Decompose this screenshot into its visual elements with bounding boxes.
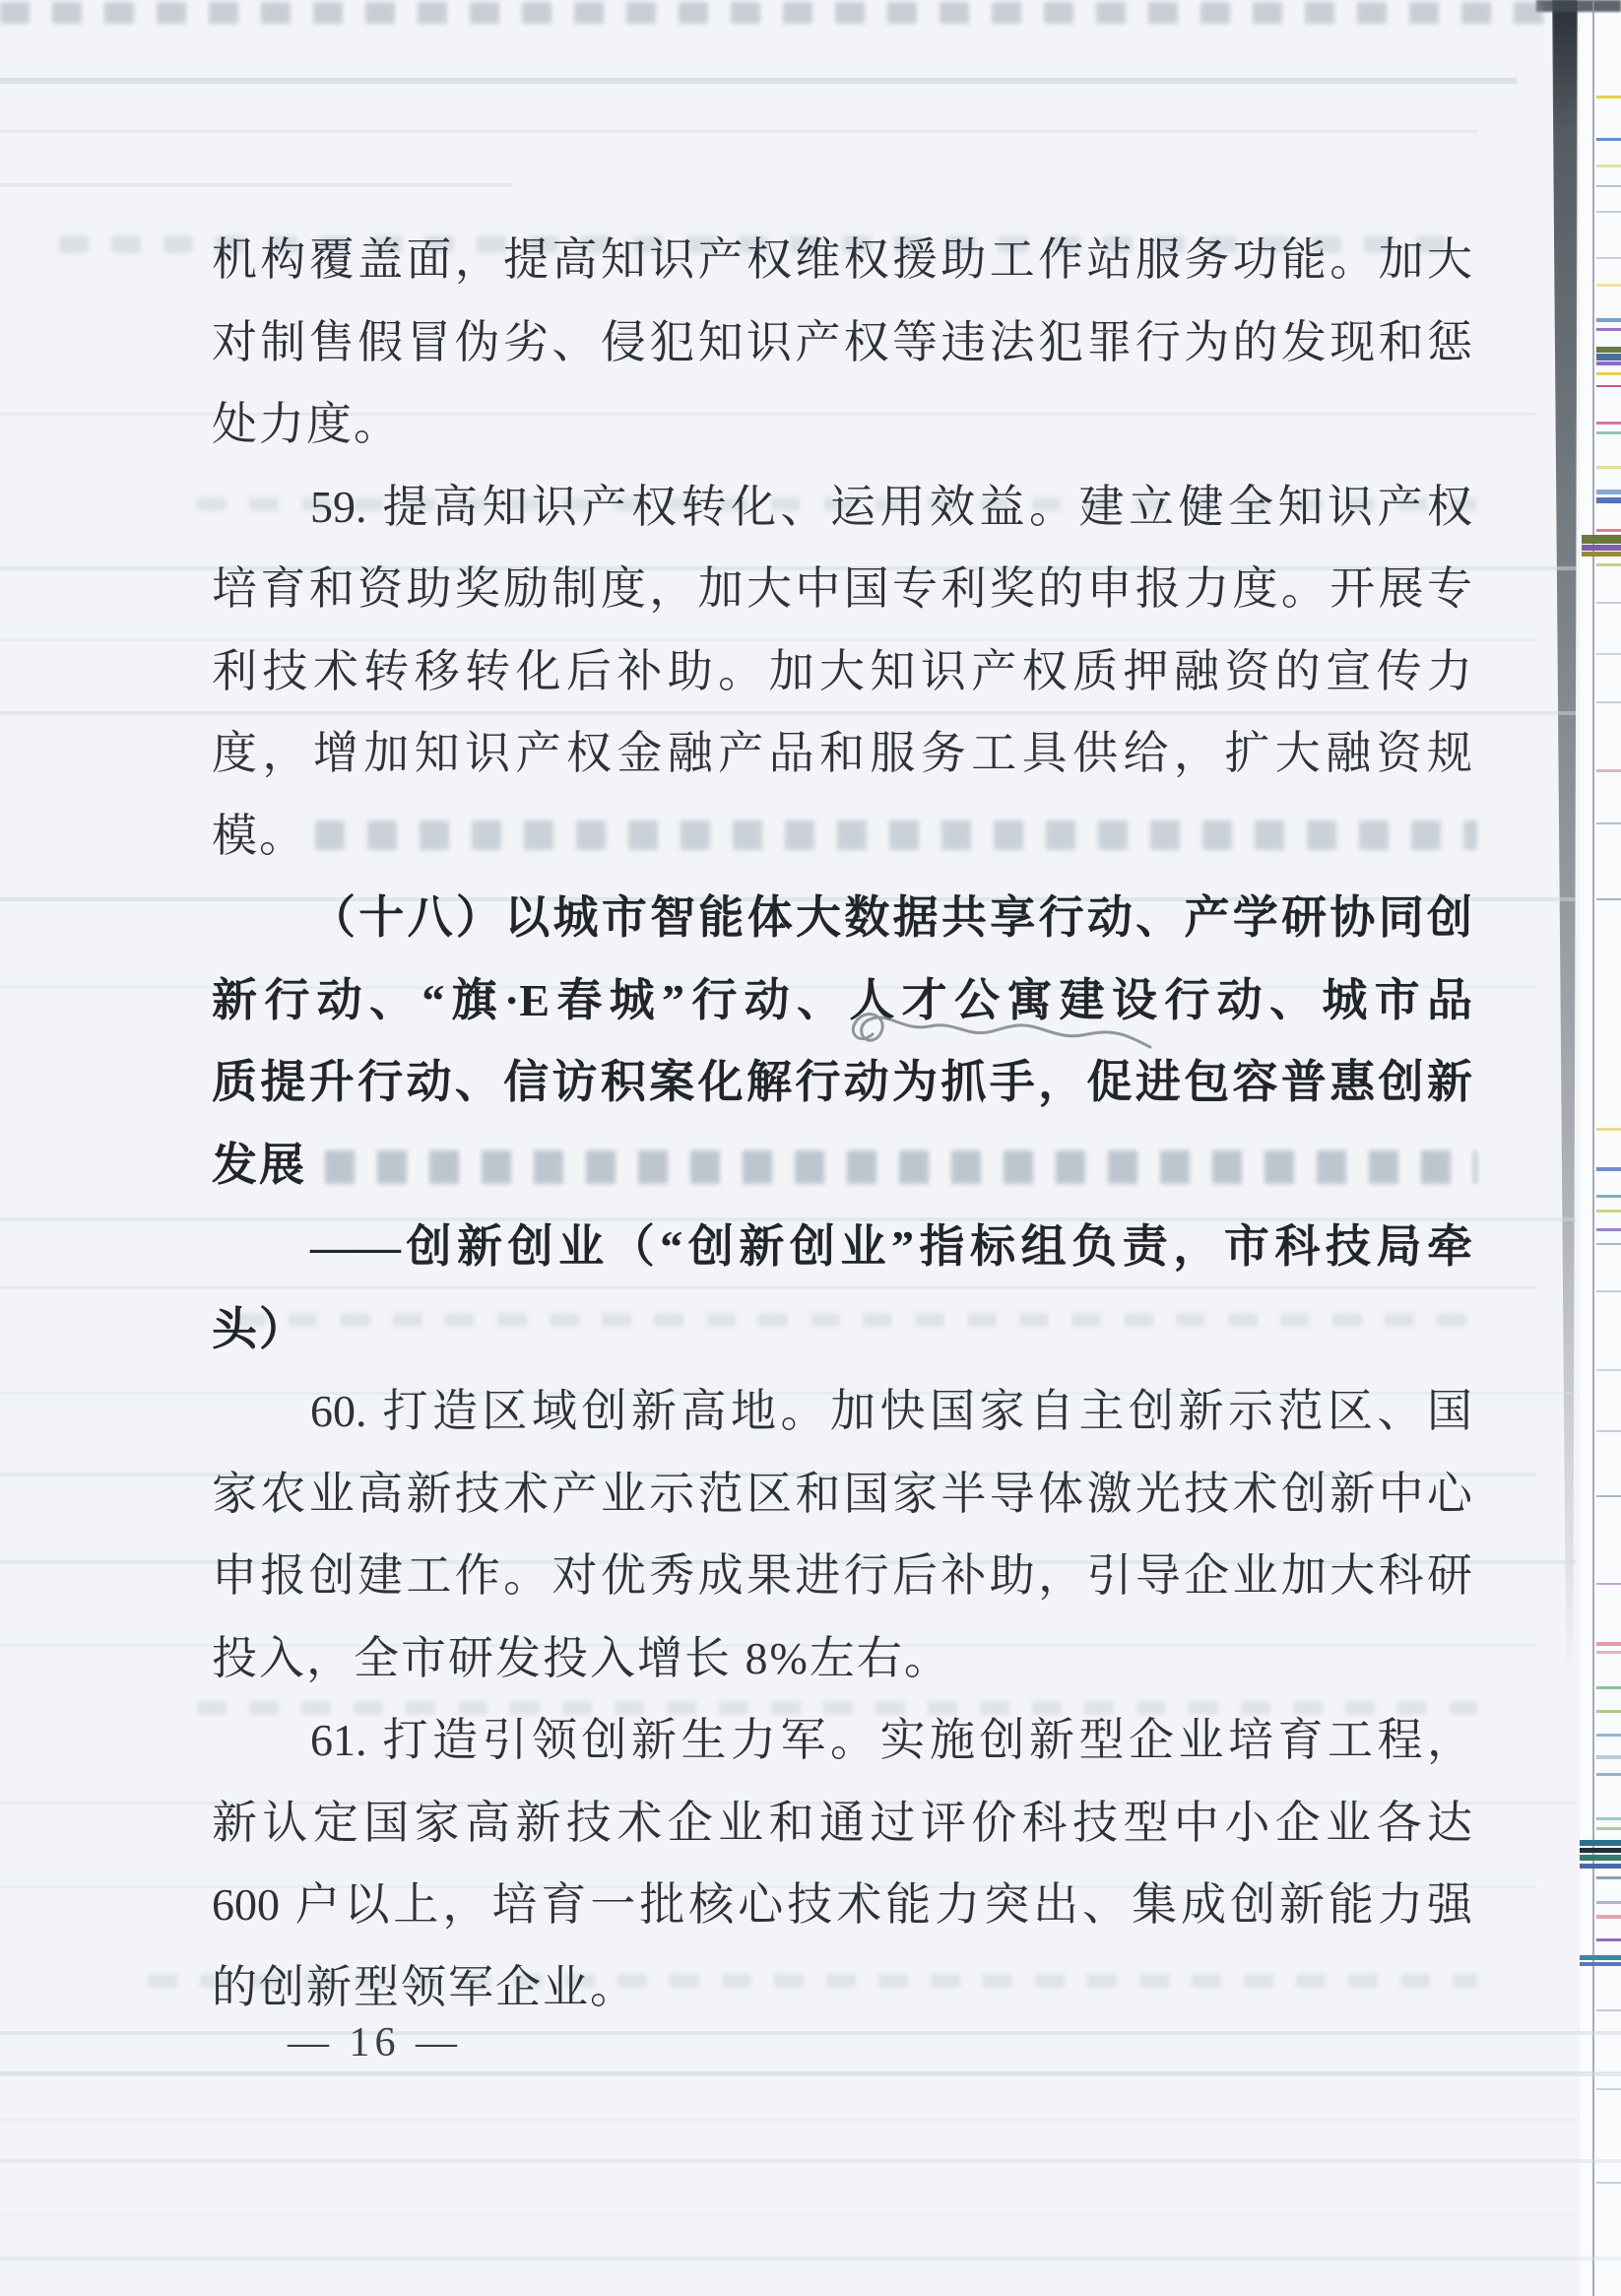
scan-noise-line (1580, 1848, 1621, 1853)
scan-noise-line (1596, 2088, 1621, 2090)
scan-noise-line (1596, 1210, 1621, 1213)
text-line: 处力度。 (212, 399, 401, 449)
text-line: 59. 提高知识产权转化、运用效益。建立健全知识产权 (310, 481, 1472, 532)
scan-streak (0, 2213, 1576, 2216)
scan-noise-line (1596, 1642, 1621, 1646)
ghost-text-band (0, 2, 1546, 24)
scan-streak (0, 2071, 1621, 2076)
scan-noise-line (1580, 1864, 1621, 1869)
scan-noise-line (1596, 361, 1621, 365)
scan-noise-line (1596, 431, 1621, 434)
text-line: 头） (212, 1303, 306, 1354)
scan-noise-line (1596, 211, 1621, 213)
scan-noise-line (1596, 1915, 1621, 1919)
page-number: — 16 — (288, 2020, 462, 2066)
text-line: 新认定国家高新技术企业和通过评价科技型中小企业各达 (212, 1797, 1472, 1848)
text-line: 利技术转移转化后补助。加大知识产权质押融资的宣传力 (212, 645, 1472, 696)
text-line: 机构覆盖面，提高知识产权维权援助工作站服务功能。加大 (212, 234, 1472, 285)
scan-noise-line (1596, 701, 1621, 703)
scan-streak (0, 2118, 1576, 2121)
text-line: 家农业高新技术产业示范区和国家半导体激光技术创新中心 (212, 1468, 1472, 1519)
scan-streak (0, 78, 1517, 84)
scan-noise-line (1596, 1817, 1621, 1820)
scan-noise-line (1582, 545, 1621, 551)
document-text (212, 219, 1472, 2028)
scan-noise-line (1596, 1430, 1621, 1432)
scan-noise-line (1596, 284, 1621, 287)
text-line: 模。 (212, 810, 306, 861)
scan-noise-line (1596, 2009, 1621, 2011)
text-line: 600 户以上，培育一批核心技术能力突出、集成创新能力强 (212, 1879, 1472, 1930)
text-line: 61. 打造引领创新生力军。实施创新型企业培育工程， (310, 1715, 1472, 1765)
scan-noise-line (1596, 96, 1621, 98)
scan-noise-line (1596, 1167, 1621, 1171)
scan-noise-line (1580, 1955, 1621, 1960)
scan-noise-line (1580, 1840, 1621, 1846)
scan-noise-line (1596, 257, 1621, 259)
scan-noise-line (1596, 1583, 1621, 1585)
scan-noise-line (1596, 1128, 1621, 1131)
scan-noise-line (1596, 1876, 1621, 1879)
scan-noise-line (1596, 497, 1621, 503)
text-line: 60. 打造区域创新高地。加快国家自主创新示范区、国 (310, 1386, 1472, 1436)
text-line: 的创新型领军企业。 (212, 1961, 637, 2012)
scan-noise-line (1596, 563, 1621, 566)
scan-noise-line (1596, 602, 1621, 604)
scan-noise-line (1596, 1734, 1621, 1737)
text-line: 投入，全市研发投入增长 8%左右。 (212, 1632, 951, 1683)
text-line: 对制售假冒伪劣、侵犯知识产权等违法犯罪行为的发现和惩 (212, 316, 1472, 367)
scan-noise-line (1582, 535, 1621, 544)
scan-noise-line (1596, 466, 1621, 469)
scan-noise-line (1596, 2182, 1621, 2184)
scan-noise-line (1596, 1901, 1621, 1904)
text-line: 质提升行动、信访积案化解行动为抓手，促进包容普惠创新 (212, 1057, 1472, 1107)
scan-noise-line (1596, 185, 1621, 187)
scan-edge-line (1592, 0, 1594, 2296)
scan-noise-line (1596, 1495, 1621, 1497)
scan-noise-line (1596, 1651, 1621, 1654)
text-line: ——创新创业（“创新创业”指标组负责，市科技局牵 (310, 1221, 1472, 1272)
scan-noise-line (1596, 822, 1621, 824)
scan-noise-line (1596, 1827, 1621, 1830)
text-line: 度，增加知识产权金融产品和服务工具供给，扩大融资规 (212, 728, 1472, 778)
scan-noise-line (1596, 1243, 1621, 1245)
text-line: 发展 (212, 1139, 306, 1190)
scan-noise-line (1596, 653, 1621, 655)
scan-noise-line (1596, 1938, 1621, 1941)
scan-noise-line (1596, 769, 1621, 772)
text-line: （十八）以城市智能体大数据共享行动、产学研协同创 (310, 892, 1472, 943)
text-line: 培育和资助奖励制度，加大中国专利奖的申报力度。开展专 (212, 563, 1472, 614)
scan-noise-line (1596, 529, 1621, 532)
scan-noise-line (1596, 1710, 1621, 1713)
scan-edge-shadow (1552, 0, 1578, 1674)
scan-noise-line (1596, 385, 1621, 387)
pencil-squiggle-annotation (839, 995, 1174, 1066)
scan-noise-line (1596, 1195, 1621, 1198)
scan-streak (0, 2159, 1621, 2163)
scan-noise-line (1582, 552, 1621, 557)
scan-noise-line (1596, 1773, 1621, 1776)
scan-noise-line (1596, 422, 1621, 425)
scan-noise-line (1596, 347, 1621, 353)
scan-streak (1536, 0, 1621, 12)
scan-noise-line (1596, 1755, 1621, 1759)
scan-noise-line (1580, 1962, 1621, 1966)
scan-streak (0, 130, 1477, 133)
text-line: 申报创建工作。对优秀成果进行后补助，引导企业加大科研 (212, 1550, 1472, 1601)
scan-noise-line (1596, 372, 1621, 375)
scan-noise-line (1596, 164, 1621, 167)
scan-noise-line (1596, 1290, 1621, 1292)
scan-edge-strip (1580, 0, 1621, 2296)
scan-noise-line (1580, 1855, 1621, 1861)
scan-noise-line (1596, 1686, 1621, 1689)
scan-noise-line (1596, 318, 1621, 322)
scan-streak (0, 2031, 1621, 2035)
scan-noise-line (1596, 138, 1621, 141)
scan-streak (0, 2257, 1621, 2261)
scan-noise-line (1596, 328, 1621, 331)
scan-noise-line (1596, 490, 1621, 494)
scan-streak (0, 183, 512, 187)
text-line: 新行动、“旗·E春城”行动、人才公寓建设行动、城市品 (212, 974, 1472, 1025)
scan-noise-line (1596, 898, 1621, 900)
scan-noise-line (1596, 354, 1621, 361)
scan-noise-line (1596, 1369, 1621, 1371)
scan-noise-line (1596, 1228, 1621, 1231)
